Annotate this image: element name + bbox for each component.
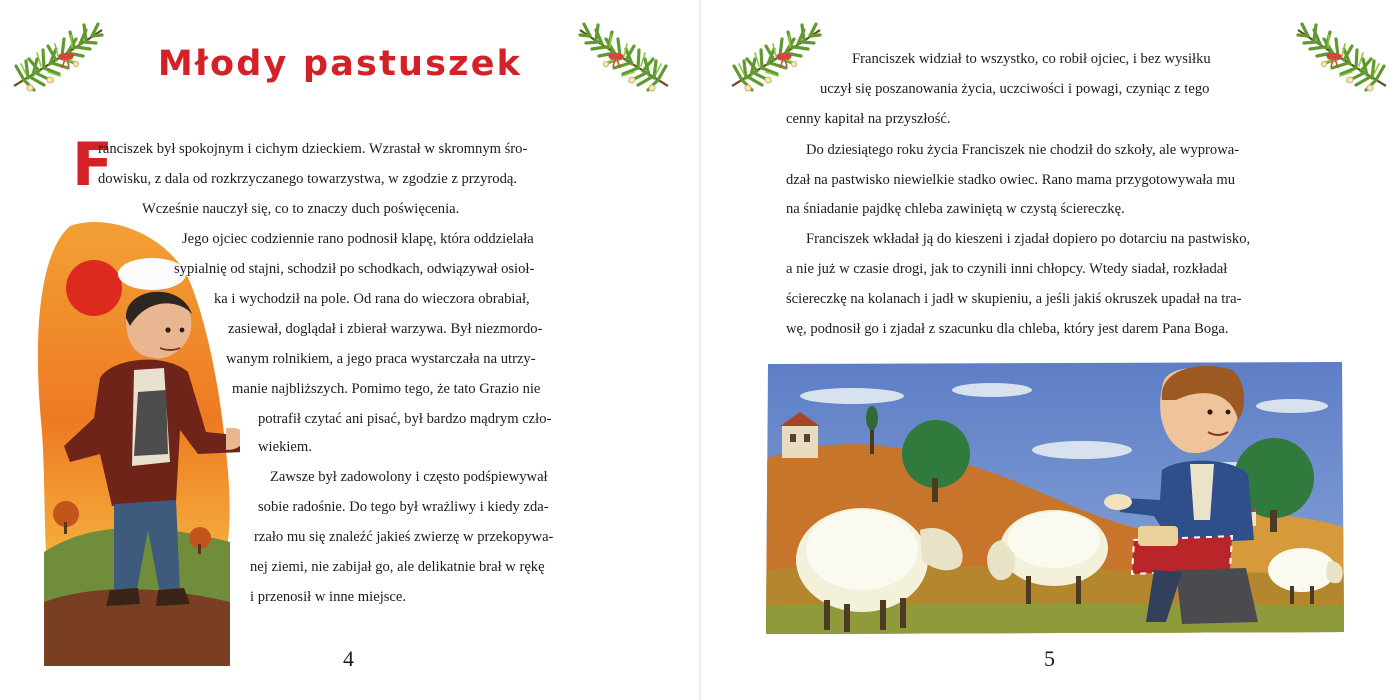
text-line: cenny kapitał na przyszłość. <box>786 111 951 127</box>
pine-branch-icon <box>1290 14 1394 98</box>
text-line: wanym rolnikiem, a jego praca wystarczała na utrzy- <box>226 351 536 367</box>
text-line: a nie już w czasie drogi, jak to czynili inni chłopcy. Wtedy siadał, rozkładał <box>786 261 1228 277</box>
text-line: ranciszek był spokojnym i cichym dzieckiem. Wzrastał w skromnym śro- <box>98 141 528 157</box>
text-line: Franciszek wkładał ją do kieszeni i zjadał dopiero po dotarciu na pastwisko, <box>806 231 1251 247</box>
text-line: dzał na pastwisko niewielkie stadko owiec. Rano mama przygotowywała mu <box>786 172 1236 188</box>
pine-branch-icon <box>724 14 828 98</box>
text-line: rzało mu się znaleźć jakieś zwierzę w przekopywa- <box>254 529 554 545</box>
text-line: manie najbliższych. Pomimo tego, że tato Grazio nie <box>232 381 541 397</box>
text-line: sobie radośnie. Do tego był wrażliwy i kiedy zda- <box>258 499 549 515</box>
text-line: wę, podnosił go i zjadał z szacunku dla chleba, który jest darem Pana Boga. <box>786 321 1229 337</box>
father-illustration <box>30 222 240 666</box>
right-page <box>700 0 1400 700</box>
drop-cap: F <box>72 130 113 200</box>
text-line: ściereczkę na kolanach i jadł w skupieniu, a jeśli jakiś okruszek upadał na tra- <box>786 291 1242 307</box>
text-line: ka i wychodził na pole. Od rana do wieczora obrabiał, <box>214 291 530 307</box>
page-number: 4 <box>343 646 354 671</box>
text-line: Wcześnie nauczył się, co to znaczy duch poświęcenia. <box>142 201 460 217</box>
page-title: Młody pastuszek <box>157 44 523 84</box>
text-line: dowisku, z dala od rozkrzyczanego towarzystwa, w zgodzie z przyrodą. <box>98 171 517 187</box>
text-line: i przenosił w inne miejsce. <box>250 589 407 605</box>
text-line: na śniadanie pajdkę chleba zawiniętą w czystą ściereczkę. <box>786 201 1125 217</box>
text-line: Zawsze był zadowolony i często podśpiewywał <box>270 469 548 485</box>
text-line: Jego ojciec codziennie rano podnosił klapę, która oddzielała <box>182 231 534 247</box>
text-line: Franciszek widział to wszystko, co robił ojciec, i bez wysiłku <box>852 51 1211 67</box>
text-line: zasiewał, doglądał i zbierał warzywa. Był niezmordo- <box>228 321 543 337</box>
page-number: 5 <box>1044 646 1055 671</box>
shepherd-boy-illustration <box>762 360 1346 636</box>
text-line: uczył się poszanowania życia, uczciwości i powagi, czyniąc z tego <box>820 81 1210 97</box>
text-line: sypialnię od stajni, schodził po schodkach, odwiązywał osioł- <box>174 261 535 277</box>
text-line: wiekiem. <box>258 439 312 455</box>
text-line: nej ziemi, nie zabijał go, ale delikatnie brał w rękę <box>250 559 545 575</box>
text-line: potrafił czytać ani pisać, był bardzo mądrym czło- <box>258 411 552 427</box>
text-line: Do dziesiątego roku życia Franciszek nie chodził do szkoły, ale wyprowa- <box>806 142 1240 158</box>
